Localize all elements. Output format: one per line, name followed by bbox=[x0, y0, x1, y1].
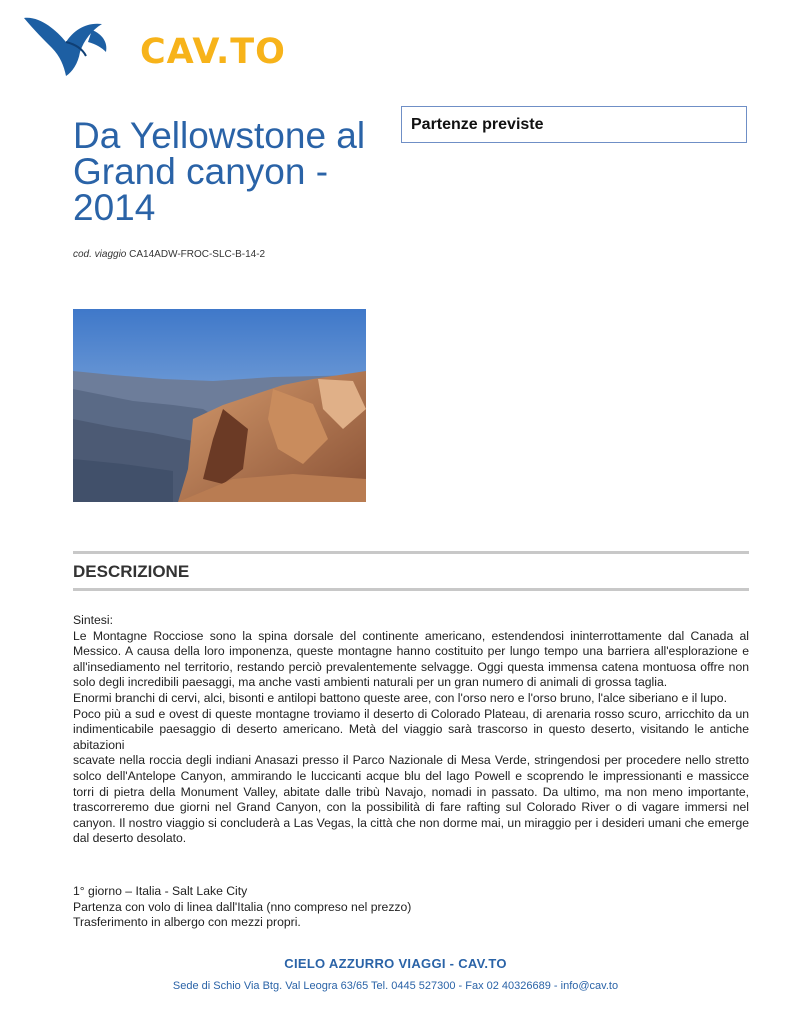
trip-code bbox=[73, 249, 265, 260]
description-body bbox=[73, 613, 749, 847]
departures-box bbox=[401, 106, 747, 143]
footer-company: CIELO AZZURRO VIAGGI - CAV.TO bbox=[284, 956, 507, 971]
departures-title: Partenze previste bbox=[411, 116, 544, 133]
bird-icon bbox=[22, 8, 122, 80]
itinerary-line: Trasferimento in albergo con mezzi propri. bbox=[73, 915, 301, 930]
logo-text: CAV.TO bbox=[140, 32, 286, 72]
section-title-descrizione: DESCRIZIONE bbox=[73, 562, 190, 581]
itinerary-line: Partenza con volo di linea dall'Italia (nno compreso nel prezzo) bbox=[73, 899, 412, 914]
description-paragraph: Poco più a sud e ovest di queste montagne troviamo il deserto di Colorado Plateau, di arenaria rosso scuro, arricchito da un indimenticabile paesaggio di deserto americano. Metà del viaggio sarà trascorso in questo deserto, visitando le antiche abitazioni bbox=[73, 706, 749, 752]
description-paragraph: Sintesi: bbox=[73, 613, 113, 627]
footer-address[interactable]: Sede di Schio Via Btg. Val Leogra 63/65 Tel. 0445 527300 - Fax 02 40326689 - info@cav.to bbox=[172, 980, 619, 992]
description-paragraph: scavate nella roccia degli indiani Anasazi presso il Parco Nazionale di Mesa Verde, stringendosi per procedere nello stretto solco dell'Antelope Canyon, ammirando le luccicanti acque blu del lago Powell e scoprendo le impressionanti e massicce torri di pietra della Monument Valley, abitate dalle tribù Navajo, nomadi in passato. Da ultimo, ma non meno importante, trascorreremo due giorni nel Grand Canyon, con la possibilità di fare rafting sul Colorado River o di vagare immersi nel canyon. Il nostro viaggio si concluderà a Las Vegas, la città che non dorme mai, un miraggio per i desideri umani che emerge dal deserto desolato. bbox=[73, 753, 749, 846]
cavto-logo[interactable] bbox=[22, 8, 286, 80]
section-rule-bottom bbox=[73, 588, 749, 591]
itinerary-day-title: 1° giorno – Italia - Salt Lake City bbox=[73, 884, 248, 898]
itinerary-day bbox=[73, 884, 749, 931]
grand-canyon-photo bbox=[73, 309, 366, 502]
description-paragraph: Enormi branchi di cervi, alci, bisonti e antilopi battono queste aree, con l'orso nero e l'orso bruno, l'alce siberiano e il lupo. bbox=[73, 690, 727, 705]
trip-code-label: cod. viaggio bbox=[73, 249, 127, 260]
trip-code-value: CA14ADW-FROC-SLC-B-14-2 bbox=[129, 249, 266, 260]
description-paragraph: Le Montagne Rocciose sono la spina dorsale del continente americano, estendendosi ininterrottamente dal Canada al Messico. A causa della loro imponenza, queste montagne hanno costituito per lungo tempo una barriera all'esplorazione e all'insediamento nel territorio, restando perciò prevalentemente selvagge. Oggi questa immensa catena montuosa offre non solo degli incredibili paesaggi, ma anche vasti ambienti naturali per un gran numero di animali di grossa taglia. bbox=[73, 628, 749, 690]
page-title: Da Yellowstone al Grand canyon - 2014 bbox=[73, 115, 366, 228]
section-rule-top bbox=[73, 551, 749, 554]
